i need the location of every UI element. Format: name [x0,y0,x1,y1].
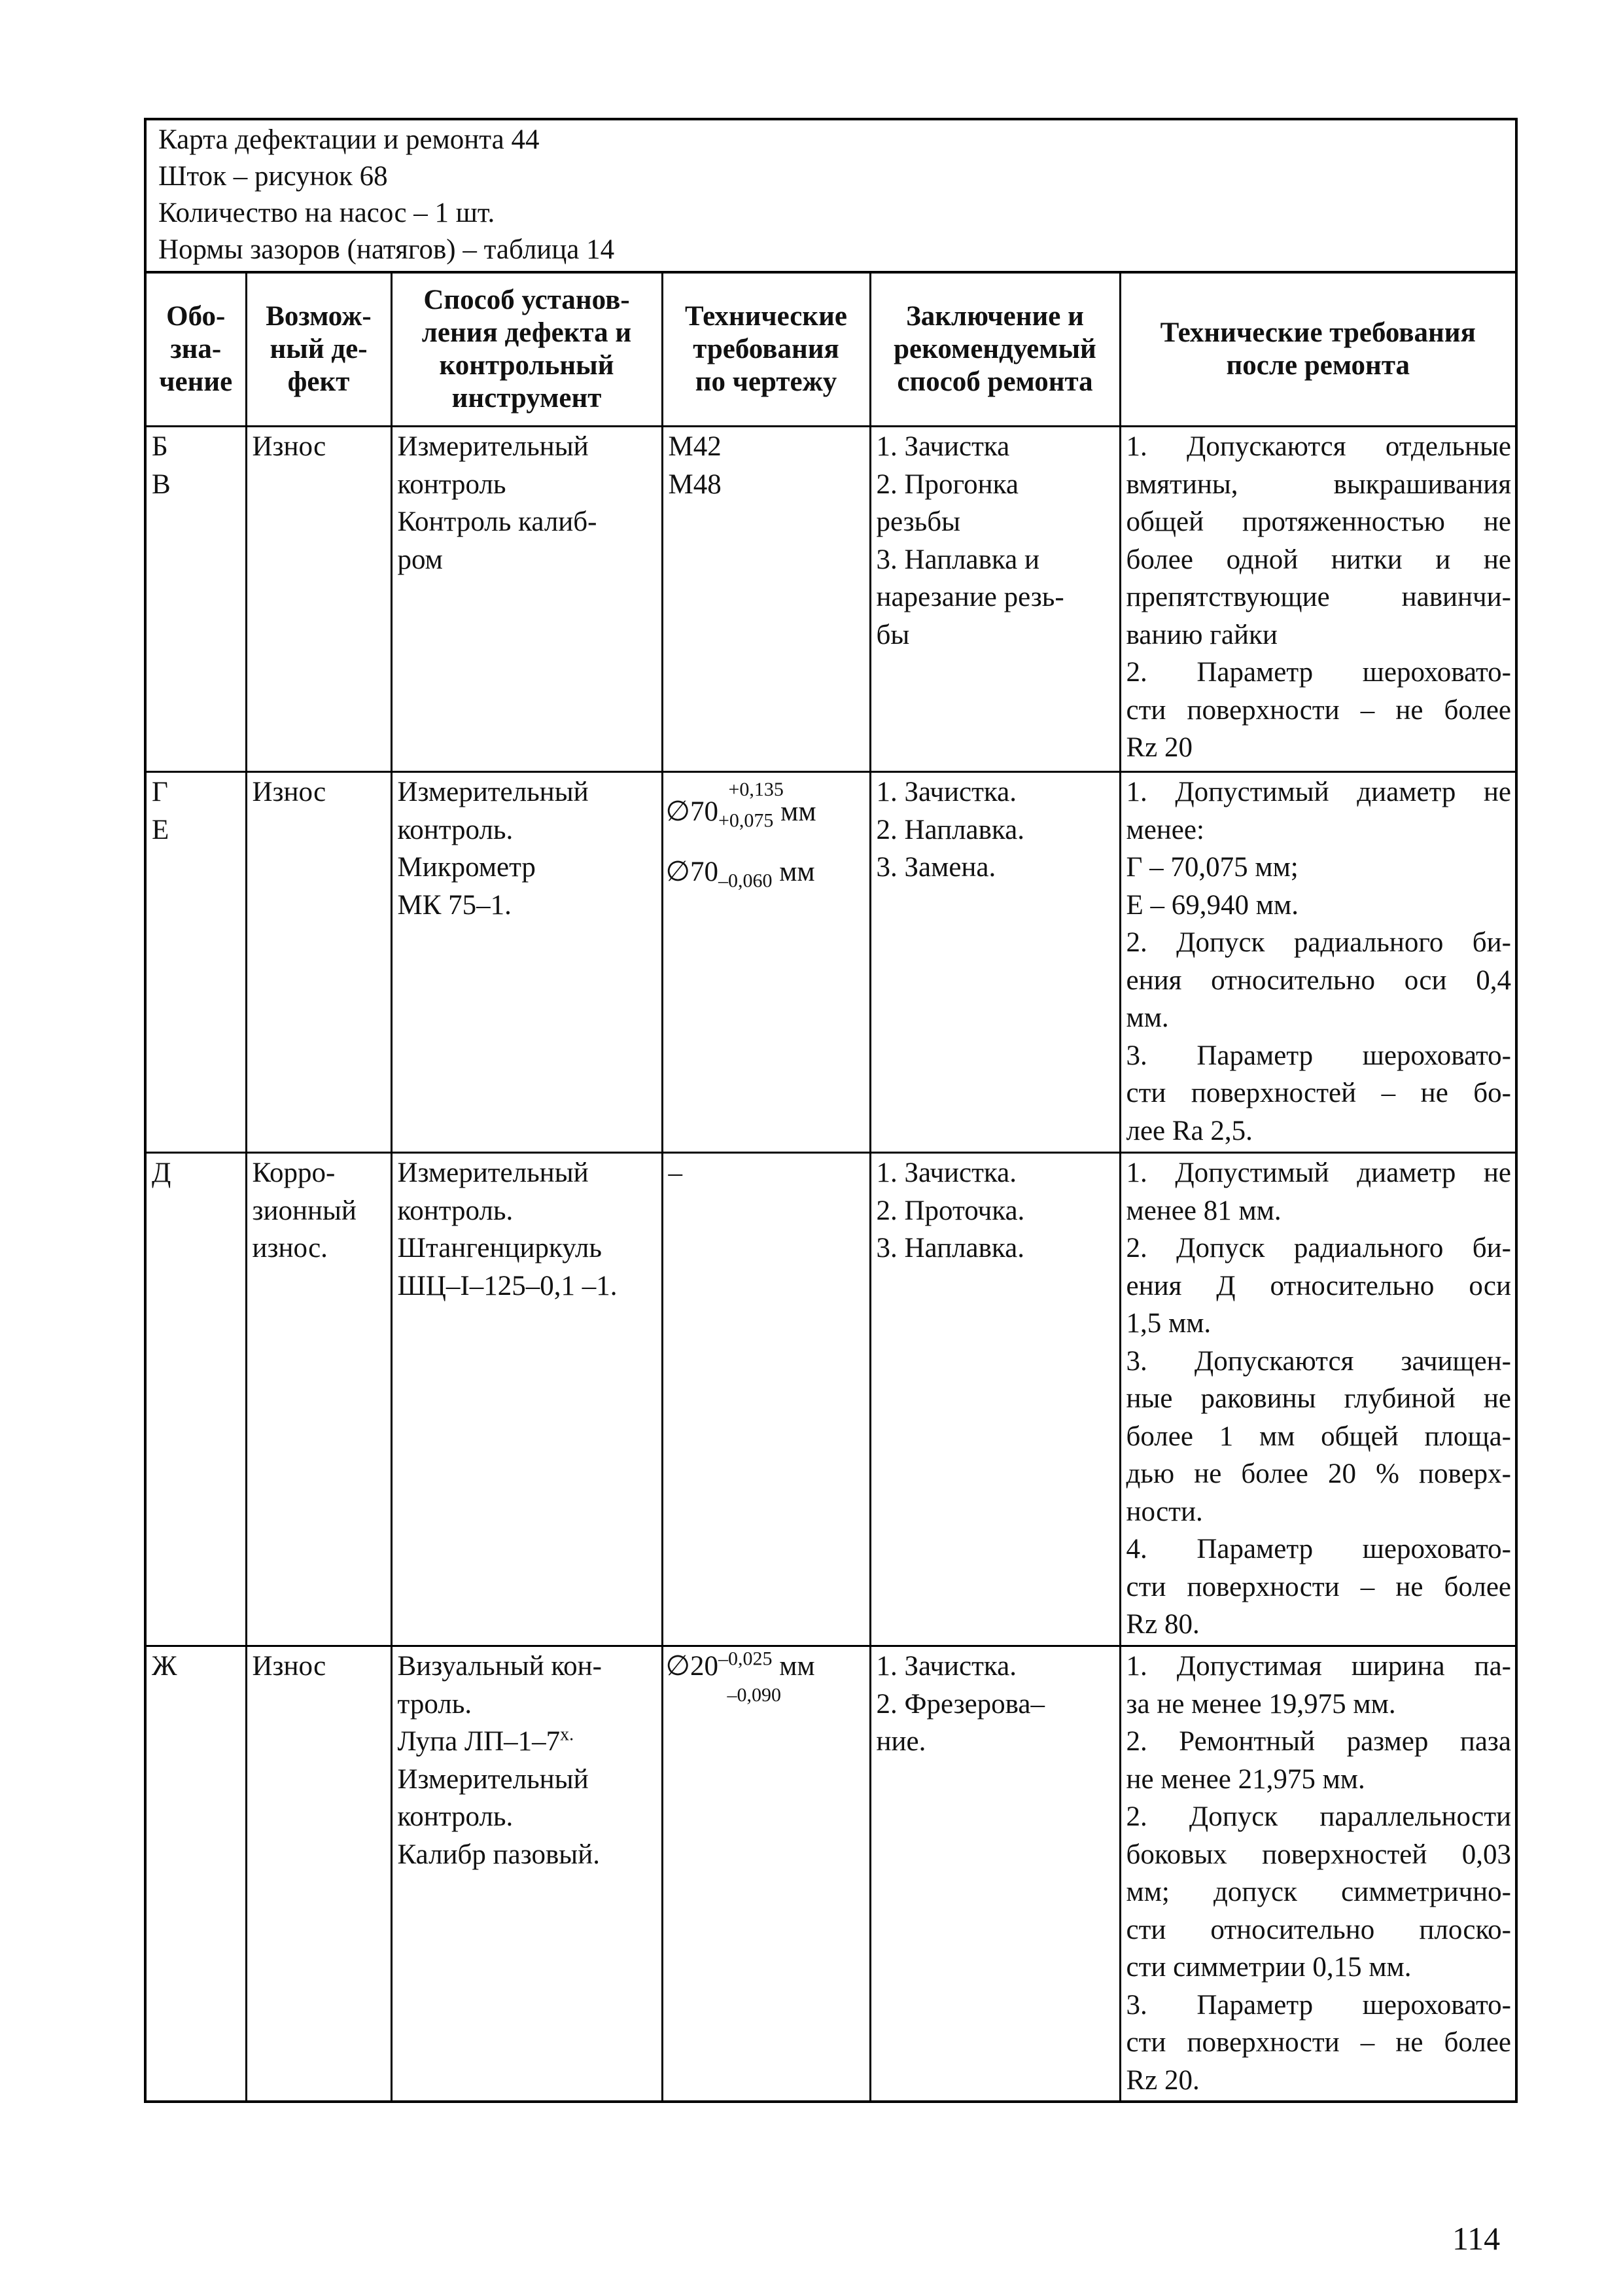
cell-line: препятствующие навинчи- [1126,582,1511,612]
column-header-line: требования [693,334,839,364]
cell-line: 1. Зачистка. [876,1651,1017,1682]
cell-line: М48 [668,468,722,500]
column-header-line: после ремонта [1226,350,1410,381]
cell-line: нарезание резь- [876,582,1064,612]
cell-line: ванию гайки [1126,619,1278,650]
cell-line: ШЦ–I–125–0,1 –1. [397,1270,618,1301]
cell-method [391,427,662,772]
cell-line: мм; допуск симметрично- [1126,1877,1511,1907]
cell-line: Контроль калиб- [397,506,597,537]
cell-line: 3. Допускаются зачищен- [1126,1345,1511,1377]
column-header-line: Заключение и [906,301,1084,332]
cell-line: вмятины, выкрашивания [1126,468,1511,500]
cell-line: контроль. [397,1195,514,1226]
cell-drawing [662,1646,870,2101]
cell-line: не менее 21,975 мм. [1126,1763,1365,1795]
tolerance-value [666,773,865,831]
cell-line: менее 81 мм. [1126,1195,1282,1226]
cell-line: В [152,468,171,500]
cell-line [398,1723,657,1761]
cell-line: Микрометр [397,852,536,883]
cell-method [391,772,662,1153]
cell-repair [870,772,1120,1153]
column-header-line: ления дефекта и [421,317,632,348]
cell-drawing [662,1153,870,1646]
cell-line: 3. Наплавка. [876,1233,1025,1263]
cell-line: Rz 20 [1126,732,1193,763]
column-header-line: способ ремонта [897,366,1093,397]
cell-line: 2. Ремонтный размер паза [1126,1726,1511,1757]
column-header [147,274,246,427]
cell-line: Б [152,431,168,462]
cell-line: МК 75–1. [397,889,512,921]
cell-after [1120,427,1515,772]
cell-line: контроль [397,468,506,500]
cell-line: 1. Зачистка. [876,1157,1017,1188]
cell-line [398,1798,657,1836]
cell-text: Лупа ЛП–1–7 [397,1726,561,1757]
cell-line: Ж [152,1651,177,1682]
cell-line: 1. Допустимая ширина па- [1126,1651,1511,1682]
cell-line: ения относительно оси 0,4 [1126,964,1511,996]
cell-text: троль. [397,1688,472,1720]
cell-line: ные раковины глубиной не [1126,1383,1511,1414]
cell-line: Штангенциркуль [397,1233,602,1263]
cell-line: 2. Допуск радиального би- [1126,927,1511,958]
table-row [147,1646,1515,2101]
cell-line: Износ [252,431,326,462]
cell-line: менее: [1126,814,1204,845]
table-header-row [147,274,1515,427]
upper-deviation: –0,025 [718,1648,773,1670]
cell-line: 3. Параметр шероховато- [1126,1040,1511,1071]
cell-line: сти поверхности – не более [1126,694,1511,726]
cell-line: 3. Наплавка и [876,544,1040,575]
cell-line: резьбы [876,506,960,537]
cell-line: 2. Наплавка. [876,814,1025,845]
cell-line [398,1648,657,1686]
column-header-line: инструмент [451,383,602,414]
lower-deviation: +0,075 [718,809,774,832]
cell-line: Е [152,814,169,845]
defect-repair-card [144,118,1518,2103]
cell-line: износ. [252,1233,328,1263]
cell-text: контроль. [397,1801,514,1832]
cell-defect [246,1153,391,1646]
cell-line: 3. Замена. [876,852,996,883]
cell-line: Д [152,1157,171,1188]
cell-line: 1,5 мм. [1126,1308,1212,1339]
cell-line: Измерительный [397,777,589,807]
cell-line: ения Д относительно оси [1126,1270,1511,1301]
defect-table [147,274,1515,2100]
nominal-diameter: ∅70 [665,796,718,827]
column-header [662,274,870,427]
column-header-line: Возмож- [266,301,372,332]
cell-line: сти симметрии 0,15 мм. [1126,1952,1412,1983]
magnification-superscript: х. [560,1724,574,1745]
cell-line: ром [397,544,443,575]
column-header [1120,274,1515,427]
table-row [147,427,1515,772]
cell-designation [147,427,246,772]
cell-designation [147,1646,246,2101]
cell-line: Износ [252,1651,326,1682]
cell-line: 1. Зачистка [876,431,1010,462]
cell-line: 3. Параметр шероховато- [1126,1989,1511,2021]
cell-line: 2. Прогонка [876,468,1019,500]
cell-text: Калибр пазовый. [397,1839,600,1870]
cell-after [1120,1153,1515,1646]
cell-drawing [662,772,870,1153]
cell-line: более одной нитки и не [1126,544,1511,575]
cell-repair [870,427,1120,772]
unit: мм [772,856,815,887]
page-number: 114 [1452,2220,1501,2257]
card-title: Карта дефектации и ремонта 44 [158,124,540,155]
cell-drawing [662,427,870,772]
cell-line: сти относительно плоско- [1126,1914,1511,1945]
card-header [147,120,1515,274]
cell-after [1120,1646,1515,2101]
cell-line: Е – 69,940 мм. [1126,889,1299,921]
cell-after [1120,772,1515,1153]
table-row [147,1153,1515,1646]
column-header [391,274,662,427]
cell-line: Rz 20. [1126,2064,1200,2096]
cell-line: боковых поверхностей 0,03 [1126,1839,1511,1870]
cell-designation [147,772,246,1153]
cell-line [398,1761,657,1799]
quantity: Количество на насос – 1 шт. [158,198,495,228]
cell-text: Измерительный [397,1763,589,1795]
unit: мм [772,1651,815,1682]
column-header-line: рекомендуемый [894,334,1096,364]
lower-deviation: –0,060 [718,870,773,892]
column-header-line: Обо- [166,301,226,332]
cell-defect [246,772,391,1153]
cell-line: Измерительный [397,431,589,462]
cell-method [391,1153,662,1646]
cell-line: лее Ra 2,5. [1126,1115,1253,1146]
column-header [246,274,391,427]
cell-line: ности. [1126,1496,1203,1527]
column-header-line: Технические требования [1160,317,1476,348]
cell-line [398,1686,657,1723]
cell-designation [147,1153,246,1646]
cell-line: Корро- [252,1157,336,1188]
unit: мм [773,796,816,827]
column-header-line: чение [159,366,233,397]
cell-method [391,1646,662,2101]
cell-line: Г [152,777,168,807]
cell-line: контроль. [397,814,514,845]
cell-defect [246,427,391,772]
column-header-line: фект [287,366,350,397]
cell-line: 1. Допускаются отдельные [1126,431,1511,462]
tolerance-value [666,1648,865,1705]
cell-line: за не менее 19,975 мм. [1126,1688,1396,1720]
cell-line: дью не более 20 % поверх- [1126,1458,1511,1489]
column-header-line: контрольный [439,350,614,381]
cell-defect [246,1646,391,2101]
cell-line: ние. [876,1726,926,1757]
cell-line: сти поверхности – не более [1126,2027,1511,2058]
cell-line: бы [876,619,910,650]
clearance-norms: Нормы зазоров (натягов) – таблица 14 [158,234,615,265]
cell-line: Износ [252,777,326,807]
cell-line: более 1 мм общей площа- [1126,1421,1511,1452]
nominal-diameter: ∅20 [665,1651,718,1682]
column-header-line: Технические [685,301,847,332]
table-row [147,772,1515,1153]
cell-line: 1. Допустимый диаметр не [1126,777,1511,807]
column-header-line: зна- [170,334,222,364]
cell-line: 2. Проточка. [876,1195,1025,1226]
cell-line: Г – 70,075 мм; [1126,852,1299,883]
cell-line: 2. Допуск радиального би- [1126,1233,1511,1263]
cell-line: зионный [252,1195,357,1226]
cell-repair [870,1153,1120,1646]
cell-line: 1. Допустимый диаметр не [1126,1157,1511,1188]
cell-line: 2. Параметр шероховато- [1126,657,1511,688]
cell-line: Rz 80. [1126,1609,1200,1640]
lower-deviation: –0,090 [727,1684,781,1706]
cell-line: 2. Допуск параллельности [1126,1801,1511,1832]
cell-line: 2. Фрезерова– [876,1688,1045,1720]
cell-line: мм. [1126,1002,1169,1033]
cell-line: 1. Зачистка. [876,777,1017,807]
tolerance-value [666,853,865,891]
cell-line: сти поверхности – не более [1126,1571,1511,1602]
column-header-line: по чертежу [695,366,837,397]
part-name: Шток – рисунок 68 [158,161,388,192]
cell-repair [870,1646,1120,2101]
cell-line: Измерительный [397,1157,589,1188]
cell-text: Визуальный кон- [397,1651,602,1682]
upper-deviation: +0,135 [728,779,784,800]
cell-line: сти поверхностей – не бо- [1126,1078,1511,1108]
column-header-line: Способ установ- [423,285,630,315]
column-header [870,274,1120,427]
column-header-line: ный де- [270,334,368,364]
cell-line: – [668,1157,682,1188]
nominal-diameter: ∅70 [665,856,718,887]
cell-line: 4. Параметр шероховато- [1126,1534,1511,1564]
cell-line: М42 [668,431,722,462]
cell-line [398,1836,657,1874]
cell-line: общей протяженностью не [1126,506,1511,537]
